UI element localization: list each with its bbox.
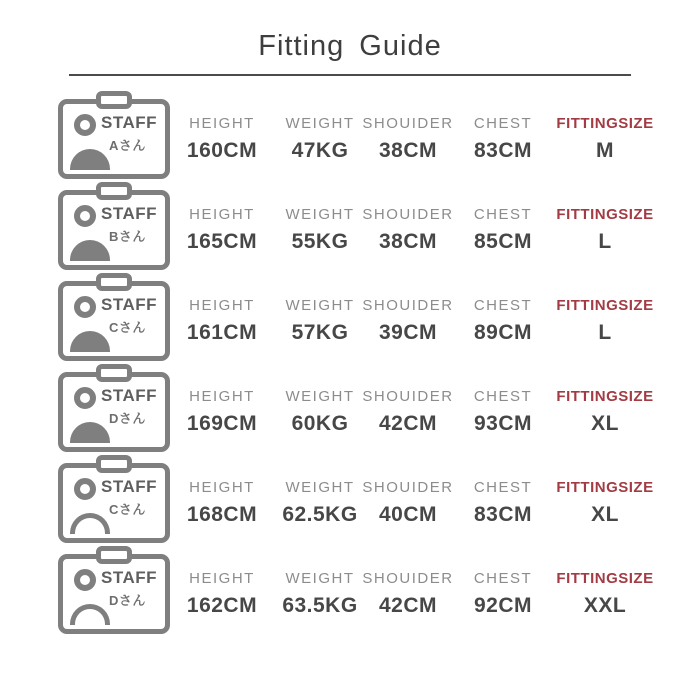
person-body-icon: [70, 331, 110, 352]
table-row: [0, 275, 700, 366]
person-head-icon: [74, 205, 96, 227]
fitting-size-header: FITTINGSIZE: [556, 205, 654, 223]
weight-value: 47KG: [291, 138, 349, 162]
person-body-icon: [70, 149, 110, 170]
person-head-icon: [74, 387, 96, 409]
staff-badge: [58, 281, 170, 361]
person-body-icon: [70, 240, 110, 261]
shoulder-value: 42CM: [378, 411, 438, 435]
shoulder-cell: [362, 570, 453, 618]
chest-header: CHEST: [473, 205, 533, 223]
table-row: [0, 93, 700, 184]
weight-cell: [286, 388, 355, 436]
weight-value: 57KG: [291, 320, 349, 344]
shoulder-value: 42CM: [378, 593, 438, 617]
fitting-size-value: L: [598, 229, 612, 253]
weight-header: WEIGHT: [285, 205, 355, 223]
person-body-icon: [70, 513, 110, 534]
person-head-icon: [74, 478, 96, 500]
badge-staff-label: STAFF: [101, 203, 158, 223]
height-header: HEIGHT: [189, 478, 255, 496]
weight-cell: [286, 297, 355, 345]
chest-cell: [474, 115, 532, 163]
height-value: 169CM: [186, 411, 258, 435]
chest-value: 92CM: [473, 593, 533, 617]
person-head-icon: [74, 114, 96, 136]
fitting-size-cell: [556, 206, 653, 254]
fitting-size-value: XL: [591, 411, 619, 435]
badge-clip-icon: [96, 455, 132, 473]
height-header: HEIGHT: [189, 114, 255, 132]
height-value: 162CM: [186, 593, 258, 617]
table-row: [0, 548, 700, 639]
chest-header: CHEST: [473, 296, 533, 314]
person-body-icon: [70, 604, 110, 625]
chest-value: 89CM: [473, 320, 533, 344]
weight-value: 55KG: [291, 229, 349, 253]
badge-staff-label: STAFF: [101, 385, 158, 405]
badge-clip-icon: [96, 182, 132, 200]
shoulder-header: SHOUIDER: [362, 387, 454, 405]
person-body-icon: [70, 422, 110, 443]
chest-value: 93CM: [473, 411, 533, 435]
fitting-size-value: M: [595, 138, 614, 162]
height-cell: [187, 570, 257, 618]
staff-badge: [58, 554, 170, 634]
staff-badge-icon: [58, 554, 170, 634]
height-header: HEIGHT: [189, 296, 255, 314]
staff-badge-icon: [58, 99, 170, 179]
shoulder-cell: [362, 115, 453, 163]
table-row: [0, 457, 700, 548]
badge-staff-label: STAFF: [101, 294, 158, 314]
chest-cell: [474, 297, 532, 345]
weight-value: 62.5KG: [282, 502, 358, 526]
fitting-size-header: FITTINGSIZE: [556, 478, 654, 496]
staff-badge: [58, 463, 170, 543]
chest-cell: [474, 206, 532, 254]
badge-staff-label: STAFF: [101, 112, 158, 132]
fitting-size-header: FITTINGSIZE: [556, 569, 654, 587]
fitting-size-cell: [556, 115, 653, 163]
height-cell: [187, 297, 257, 345]
badge-person-name: Bさん: [109, 228, 146, 244]
shoulder-header: SHOUIDER: [362, 478, 454, 496]
fitting-size-cell: [556, 297, 653, 345]
badge-staff-label: STAFF: [101, 567, 158, 587]
weight-header: WEIGHT: [285, 296, 355, 314]
height-cell: [187, 479, 257, 527]
weight-cell: [282, 570, 357, 618]
badge-clip-icon: [96, 364, 132, 382]
fitting-size-header: FITTINGSIZE: [556, 114, 654, 132]
fitting-size-value: XL: [591, 502, 619, 526]
chest-cell: [474, 388, 532, 436]
fitting-size-value: XXL: [583, 593, 627, 617]
height-value: 160CM: [186, 138, 258, 162]
staff-badge: [58, 372, 170, 452]
weight-cell: [282, 479, 357, 527]
weight-header: WEIGHT: [285, 478, 355, 496]
title-underline: [69, 74, 631, 76]
height-cell: [187, 388, 257, 436]
weight-header: WEIGHT: [285, 114, 355, 132]
staff-badge-icon: [58, 190, 170, 270]
staff-badge-icon: [58, 372, 170, 452]
fitting-size-value: L: [598, 320, 612, 344]
weight-cell: [286, 206, 355, 254]
table-row: [0, 184, 700, 275]
shoulder-value: 39CM: [378, 320, 438, 344]
height-cell: [187, 115, 257, 163]
chest-cell: [474, 570, 532, 618]
staff-badge: [58, 99, 170, 179]
badge-clip-icon: [96, 273, 132, 291]
badge-person-name: Dさん: [109, 592, 146, 608]
height-header: HEIGHT: [189, 569, 255, 587]
badge-clip-icon: [96, 91, 132, 109]
shoulder-value: 40CM: [378, 502, 438, 526]
fitting-size-header: FITTINGSIZE: [556, 387, 654, 405]
weight-value: 60KG: [291, 411, 349, 435]
weight-cell: [286, 115, 355, 163]
staff-badge: [58, 190, 170, 270]
badge-person-name: Aさん: [109, 137, 146, 153]
shoulder-value: 38CM: [378, 229, 438, 253]
staff-badge-icon: [58, 281, 170, 361]
fitting-table: [0, 93, 700, 639]
fitting-size-cell: [556, 479, 653, 527]
chest-header: CHEST: [473, 114, 533, 132]
height-value: 161CM: [186, 320, 258, 344]
shoulder-header: SHOUIDER: [362, 569, 454, 587]
person-head-icon: [74, 296, 96, 318]
shoulder-cell: [362, 206, 453, 254]
chest-header: CHEST: [473, 478, 533, 496]
chest-value: 85CM: [473, 229, 533, 253]
weight-header: WEIGHT: [285, 569, 355, 587]
height-value: 168CM: [186, 502, 258, 526]
badge-person-name: Cさん: [109, 501, 146, 517]
page-title: Fitting Guide: [258, 30, 442, 62]
badge-person-name: Cさん: [109, 319, 146, 335]
shoulder-header: SHOUIDER: [362, 296, 454, 314]
chest-value: 83CM: [473, 502, 533, 526]
shoulder-cell: [362, 297, 453, 345]
badge-staff-label: STAFF: [101, 476, 158, 496]
chest-cell: [474, 479, 532, 527]
staff-badge-icon: [58, 463, 170, 543]
badge-clip-icon: [96, 546, 132, 564]
height-header: HEIGHT: [189, 205, 255, 223]
fitting-size-cell: [556, 388, 653, 436]
shoulder-cell: [362, 388, 453, 436]
fitting-size-cell: [556, 570, 653, 618]
shoulder-cell: [362, 479, 453, 527]
weight-value: 63.5KG: [282, 593, 358, 617]
height-cell: [187, 206, 257, 254]
shoulder-value: 38CM: [378, 138, 438, 162]
height-header: HEIGHT: [189, 387, 255, 405]
chest-header: CHEST: [473, 569, 533, 587]
fitting-size-header: FITTINGSIZE: [556, 296, 654, 314]
chest-header: CHEST: [473, 387, 533, 405]
person-head-icon: [74, 569, 96, 591]
badge-person-name: Dさん: [109, 410, 146, 426]
shoulder-header: SHOUIDER: [362, 114, 454, 132]
chest-value: 83CM: [473, 138, 533, 162]
table-row: [0, 366, 700, 457]
shoulder-header: SHOUIDER: [362, 205, 454, 223]
height-value: 165CM: [186, 229, 258, 253]
weight-header: WEIGHT: [285, 387, 355, 405]
